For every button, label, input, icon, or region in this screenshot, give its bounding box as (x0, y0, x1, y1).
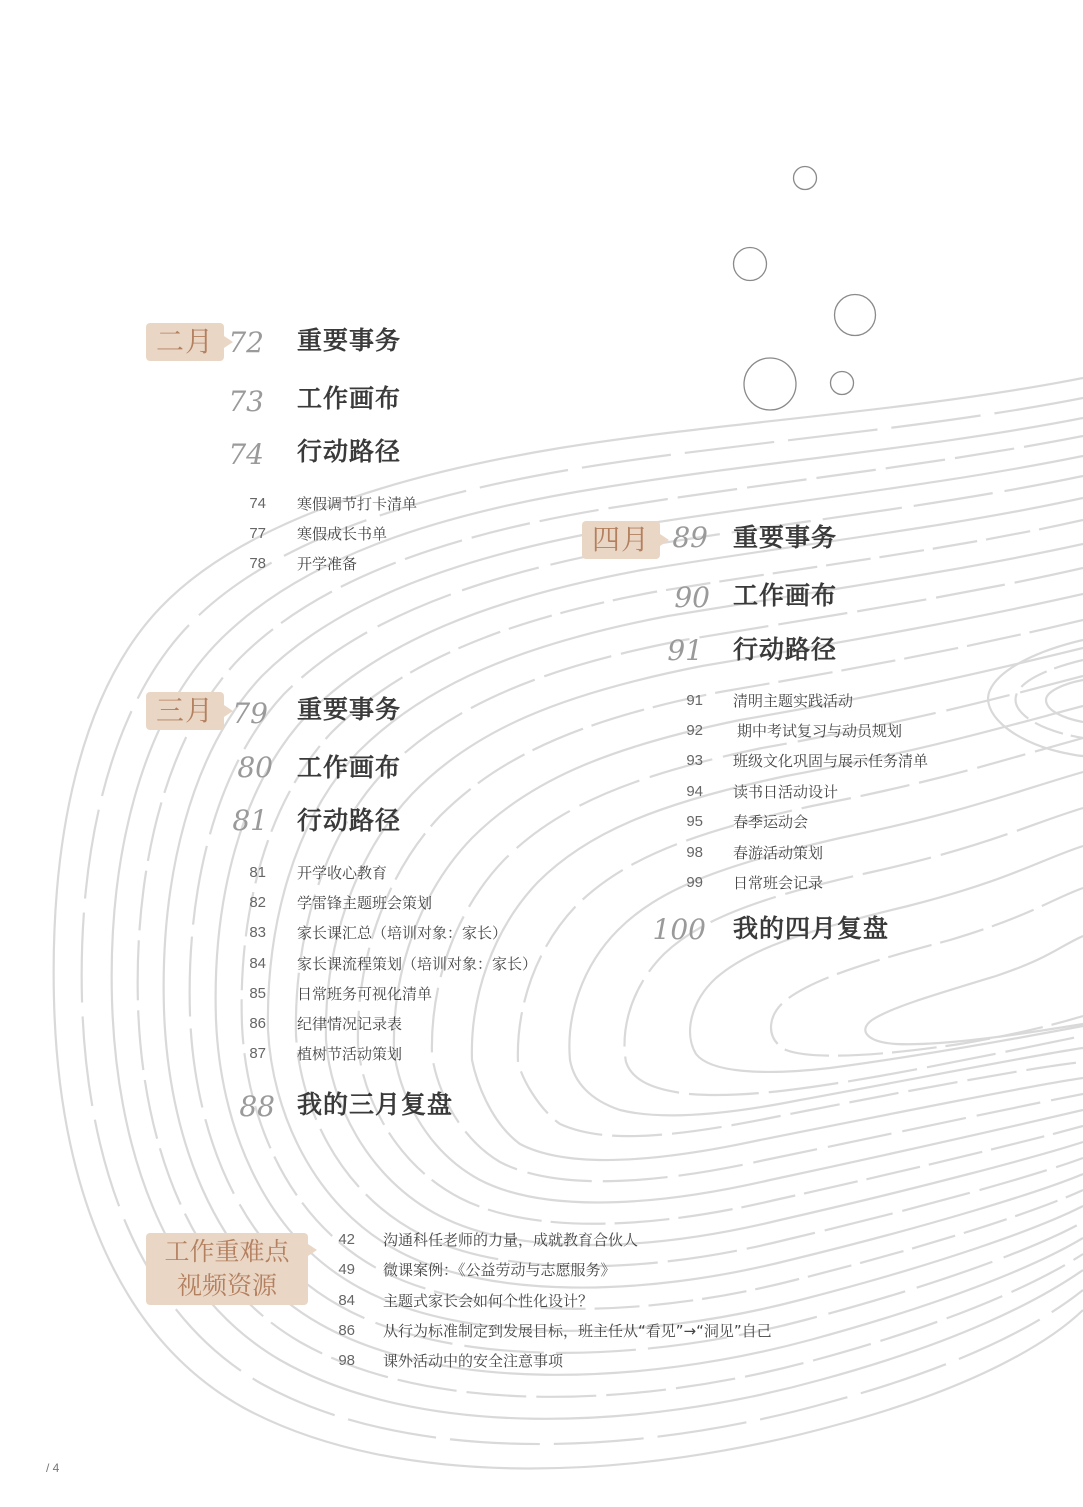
video-page-number[interactable]: 49 (338, 1261, 355, 1278)
entry-important-affairs[interactable]: 重要事务 (297, 695, 402, 724)
sub-entry-title[interactable]: 寒假调节打卡清单 (297, 495, 418, 513)
entry-work-canvas[interactable]: 工作画布 (733, 581, 838, 610)
sub-entry-title[interactable]: 学雷锋主题班会策划 (297, 894, 433, 912)
video-title[interactable]: 主题式家长会如何个性化设计？ (383, 1292, 594, 1310)
entry-work-canvas[interactable]: 工作画布 (297, 384, 402, 413)
sub-entry-number[interactable]: 78 (249, 555, 266, 572)
sub-entry-title[interactable]: 植树节活动策划 (297, 1045, 403, 1063)
sub-entry-title[interactable]: 日常班务可视化清单 (297, 985, 433, 1003)
page-number-action-path[interactable]: 81 (232, 804, 268, 837)
sub-entry-title[interactable]: 开学收心教育 (297, 864, 388, 882)
sub-entry-number[interactable]: 81 (249, 864, 266, 881)
sub-entry-number[interactable]: 93 (686, 752, 703, 769)
sub-entry-title[interactable]: 纪律情况记录表 (297, 1015, 403, 1033)
sub-entry-number[interactable]: 94 (686, 783, 703, 800)
entry-important-affairs[interactable]: 重要事务 (733, 523, 838, 552)
month-tag-march: 三月 (146, 692, 224, 730)
sub-entry-title[interactable]: 家长课汇总（培训对象：家长） (297, 924, 508, 942)
video-tag-line2: 视频资源 (176, 1271, 277, 1300)
sub-entry-number[interactable]: 92 (686, 722, 703, 739)
sub-entry-number[interactable]: 86 (249, 1015, 266, 1032)
page-number: / 4 (46, 1461, 60, 1475)
sub-entry-number[interactable]: 85 (249, 985, 266, 1002)
page-number-monthly-review[interactable]: 100 (652, 913, 706, 946)
sub-entry-title[interactable]: 春游活动策划 (733, 844, 824, 862)
page-number-important-affairs[interactable]: 79 (232, 697, 268, 730)
sub-entry-title[interactable]: 开学准备 (297, 555, 358, 573)
sub-entry-number[interactable]: 87 (249, 1045, 266, 1062)
video-page-number[interactable]: 42 (338, 1231, 355, 1248)
video-title[interactable]: 微课案例：《公益劳动与志愿服务》 (383, 1261, 616, 1279)
bubbles (734, 167, 876, 411)
entry-monthly-review[interactable]: 我的四月复盘 (733, 914, 890, 943)
page-number-important-affairs[interactable]: 72 (228, 326, 264, 359)
video-title[interactable]: 课外活动中的安全注意事项 (383, 1352, 564, 1370)
sub-entry-title[interactable]: 读书日活动设计 (733, 783, 839, 801)
entry-work-canvas[interactable]: 工作画布 (297, 753, 402, 782)
sub-entry-title[interactable]: 班级文化巩固与展示任务清单 (733, 752, 929, 770)
sub-entry-title[interactable]: 春季运动会 (733, 813, 809, 831)
video-title[interactable]: 沟通科任老师的力量，成就教育合伙人 (383, 1231, 639, 1249)
sub-entry-number[interactable]: 82 (249, 894, 266, 911)
sub-entry-number[interactable]: 95 (686, 813, 703, 830)
page-number-work-canvas[interactable]: 90 (674, 581, 710, 614)
sub-entry-title[interactable]: 家长课流程策划（培训对象：家长） (297, 955, 538, 973)
sub-entry-number[interactable]: 74 (249, 495, 266, 512)
month-tag-april: 四月 (582, 521, 660, 559)
page-number-important-affairs[interactable]: 89 (672, 521, 708, 554)
entry-important-affairs[interactable]: 重要事务 (297, 326, 402, 355)
video-tag-line1: 工作重难点 (164, 1237, 290, 1266)
sub-entry-number[interactable]: 99 (686, 874, 703, 891)
video-page-number[interactable]: 86 (338, 1322, 355, 1339)
sub-entry-number[interactable]: 83 (249, 924, 266, 941)
month-tag-february: 二月 (146, 323, 224, 361)
page-number-work-canvas[interactable]: 73 (228, 385, 264, 418)
entry-action-path[interactable]: 行动路径 (733, 635, 838, 664)
sub-entry-number[interactable]: 77 (249, 525, 266, 542)
entry-action-path[interactable]: 行动路径 (297, 437, 402, 466)
page-number-action-path[interactable]: 91 (667, 634, 703, 667)
video-resources-tag (146, 1233, 308, 1305)
entry-action-path[interactable]: 行动路径 (297, 806, 402, 835)
sub-entry-title[interactable]: 日常班会记录 (733, 874, 824, 892)
sub-entry-number[interactable]: 98 (686, 844, 703, 861)
video-page-number[interactable]: 98 (338, 1352, 355, 1369)
sub-entry-number[interactable]: 84 (249, 955, 266, 972)
video-page-number[interactable]: 84 (338, 1292, 355, 1309)
video-title[interactable]: 从行为标准制定到发展目标，班主任从“看见”→“洞见”自己 (383, 1322, 772, 1340)
page-number-action-path[interactable]: 74 (228, 438, 264, 471)
sub-entry-number[interactable]: 91 (686, 692, 703, 709)
entry-monthly-review[interactable]: 我的三月复盘 (297, 1090, 454, 1119)
page-number-monthly-review[interactable]: 88 (239, 1090, 275, 1123)
sub-entry-title[interactable]: 期中考试复习与动员规划 (737, 722, 903, 740)
sub-entry-title[interactable]: 清明主题实践活动 (733, 692, 854, 710)
sub-entry-title[interactable]: 寒假成长书单 (297, 525, 388, 543)
page-number-work-canvas[interactable]: 80 (237, 751, 273, 784)
